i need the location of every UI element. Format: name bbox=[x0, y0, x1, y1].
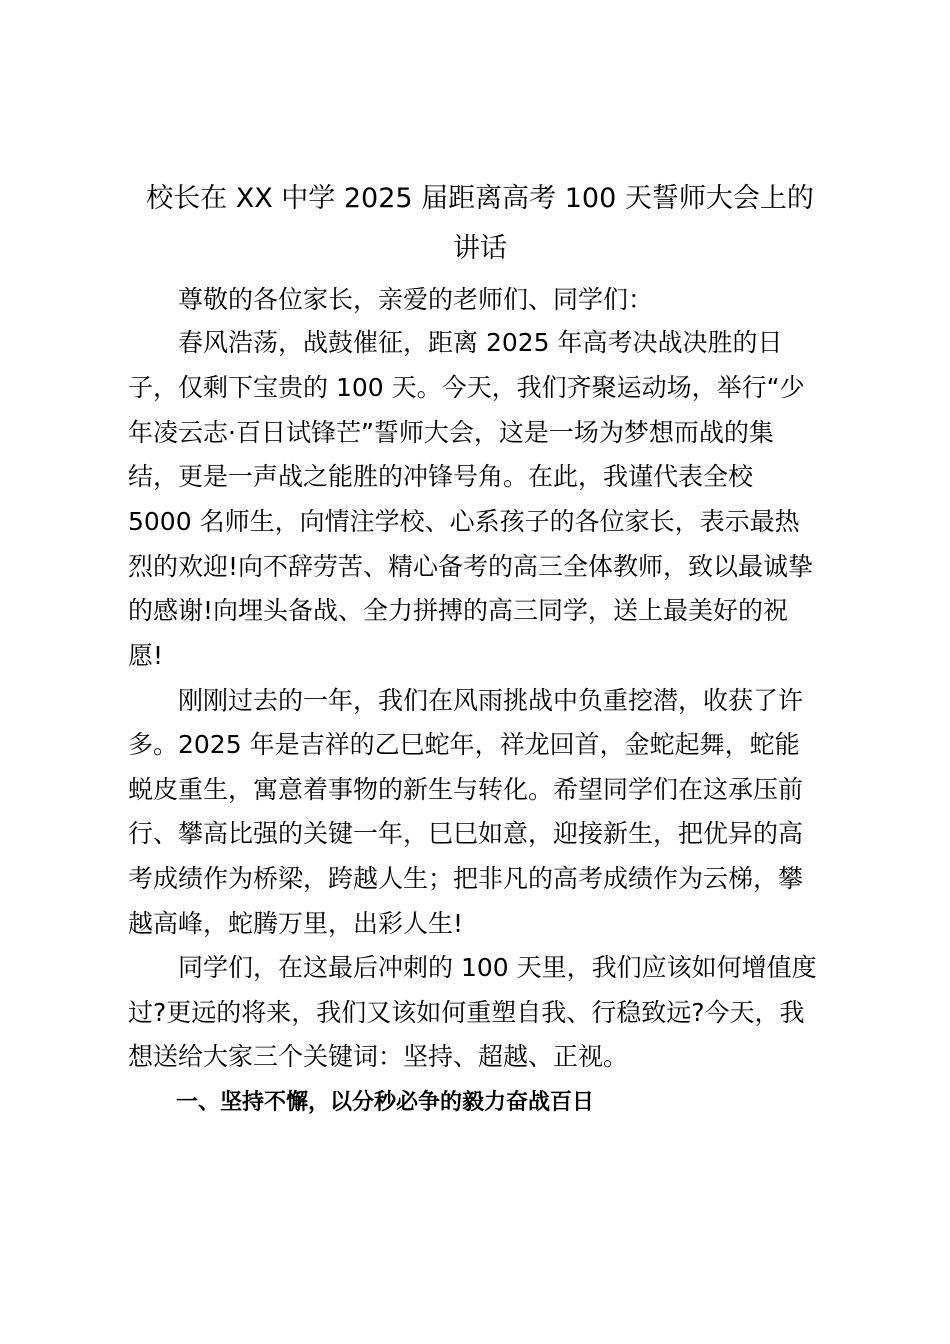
paragraph-1-line-7: 的感谢!向埋头备战、全力拼搏的高三同学，送上最美好的祝 bbox=[128, 596, 789, 625]
paragraph-1-line-8: 愿! bbox=[128, 641, 164, 670]
paragraph-2-line-3: 蜕皮重生，寓意着事物的新生与转化。希望同学们在这承压前 bbox=[128, 775, 804, 804]
paragraph-2-line-2: 多。2025 年是吉祥的乙巳蛇年，祥龙回首，金蛇起舞，蛇能 bbox=[128, 730, 800, 759]
paragraph-3-line-3: 想送给大家三个关键词：坚持、超越、正视。 bbox=[128, 1042, 629, 1071]
paragraph-1-line-6: 烈的欢迎!向不辞劳苦、精心备考的高三全体教师，致以最诚挚 bbox=[128, 552, 814, 581]
paragraph-1-line-5: 5000 名师生，向情注学校、心系孩子的各位家长，表示最热 bbox=[128, 507, 800, 536]
paragraph-3-line-1: 同学们，在这最后冲刺的 100 天里，我们应该如何增值度 bbox=[178, 953, 817, 982]
paragraph-1-line-2: 子，仅剩下宝贵的 100 天。今天，我们齐聚运动场，举行“少 bbox=[128, 373, 805, 402]
paragraph-2-line-1: 刚刚过去的一年，我们在风雨挑战中负重挖潜，收获了许 bbox=[178, 686, 804, 715]
document-title bbox=[100, 174, 860, 274]
paragraph-1-line-1: 春风浩荡，战鼓催征，距离 2025 年高考决战决胜的日 bbox=[178, 328, 783, 357]
paragraph-2-line-4: 行、攀高比强的关键一年，巳巳如意，迎接新生，把优异的高 bbox=[128, 819, 804, 848]
salutation: 尊敬的各位家长，亲爱的老师们、同学们： bbox=[178, 285, 654, 314]
paragraph-2-line-5: 考成绩作为桥梁，跨越人生；把非凡的高考成绩作为云梯，攀 bbox=[128, 864, 804, 893]
paragraph-1-line-3: 年凌云志·百日试锋芒”誓师大会，这是一场为梦想而战的集 bbox=[128, 418, 774, 447]
section-heading: 一、坚持不懈，以分秒必争的毅力奋战百日 bbox=[176, 1090, 595, 1115]
paragraph-3-line-2: 过?更远的将来，我们又该如何重塑自我、行稳致远?今天，我 bbox=[128, 998, 805, 1027]
paragraph-2-line-6: 越高峰，蛇腾万里，出彩人生! bbox=[128, 909, 464, 938]
paragraph-1-line-4: 结，更是一声战之能胜的冲锋号角。在此，我谨代表全校 bbox=[128, 462, 754, 491]
title-line-2: 讲话 bbox=[453, 233, 507, 264]
title-line-1: 校长在 XX 中学 2025 届距离高考 100 天誓师大会上的 bbox=[146, 183, 814, 214]
